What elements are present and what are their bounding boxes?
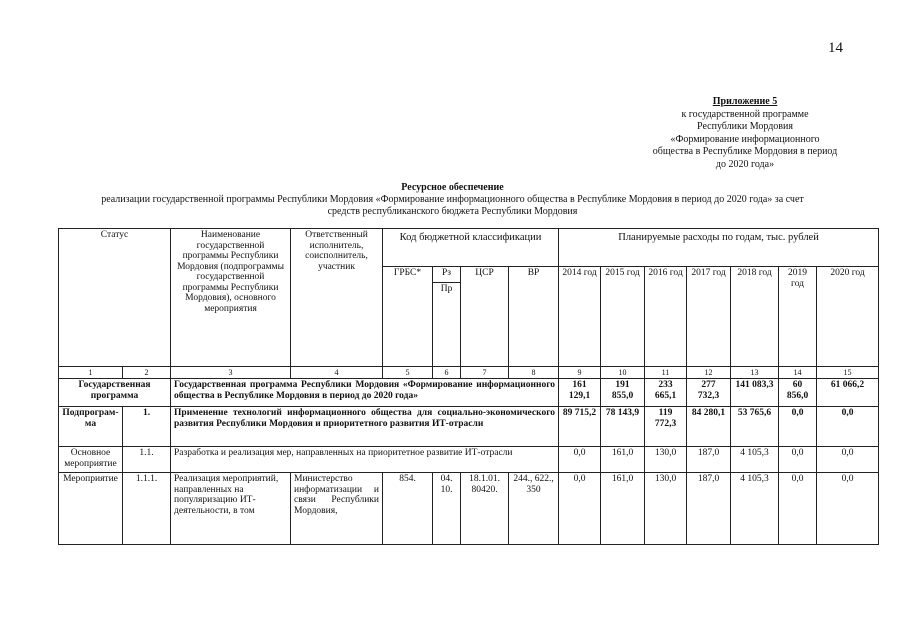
row-status: Мероприятие — [59, 473, 123, 545]
row-name: Разработка и реализация мер, направленных на приоритетное развитие ИТ-отрасли — [171, 447, 559, 473]
row-value: 0,0 — [817, 407, 879, 447]
row-grbs: 854. — [383, 473, 433, 545]
column-number: 11 — [645, 367, 687, 379]
header-year: 2020 год — [817, 267, 879, 367]
table-row — [59, 447, 879, 473]
appendix-title: Приложение 5 — [712, 96, 778, 107]
row-value: 4 105,3 — [731, 473, 779, 545]
row-name: Применение технологий информационного общества для социально-экономического развития Республики Мордовия и приоритетного развития ИТ-отрасли — [171, 407, 559, 447]
appendix-line: общества в Республике Мордовия в период — [652, 146, 838, 157]
header-year: 2016 год — [645, 267, 687, 367]
column-number: 10 — [601, 367, 645, 379]
row-code: 1.1. — [123, 447, 171, 473]
row-responsible: Министерство информатизации и связи Республики Мордовия, — [291, 473, 383, 545]
header-grbs: ГРБС* — [383, 267, 433, 367]
row-status: Государственная программа — [59, 379, 171, 407]
row-value: 0,0 — [779, 447, 817, 473]
row-value: 0,0 — [817, 447, 879, 473]
header-csr: ЦСР — [461, 267, 509, 367]
heading-subtitle: реализации государственной программы Республики Мордовия «Формирование информационного общества в Республике Мордовия в период до 2020 года» за счет — [101, 194, 804, 205]
header-vr: ВР — [509, 267, 559, 367]
header-rz: Рз — [433, 267, 461, 283]
row-value: 61 066,2 — [817, 379, 879, 407]
appendix-line: Республики Мордовия — [697, 121, 793, 132]
column-number: 8 — [509, 367, 559, 379]
row-value: 0,0 — [817, 473, 879, 545]
row-name: Государственная программа Республики Мордовия «Формирование информационного общества в Республике Мордовия в период до 2020 года» — [171, 379, 559, 407]
row-value: 141 083,3 — [731, 379, 779, 407]
row-value: 130,0 — [645, 473, 687, 545]
heading-subtitle: средств республиканского бюджета Республики Мордовия — [327, 206, 578, 217]
row-value: 0,0 — [559, 473, 601, 545]
row-value: 0,0 — [779, 407, 817, 447]
header-year: 2019 год — [779, 267, 817, 367]
row-value: 187,0 — [687, 473, 731, 545]
column-number: 6 — [433, 367, 461, 379]
appendix-line: до 2020 года» — [715, 158, 775, 170]
column-number: 9 — [559, 367, 601, 379]
header-pr: Пр — [433, 283, 461, 367]
row-rz-pr: 04. 10. — [433, 473, 461, 545]
row-value: 119 772,3 — [645, 407, 687, 447]
column-number: 12 — [687, 367, 731, 379]
table-row — [59, 407, 879, 447]
header-responsible: Ответственный исполнитель, соисполнитель, участник — [291, 229, 383, 367]
appendix-line: «Формирование информационного — [670, 133, 820, 145]
column-number: 14 — [779, 367, 817, 379]
row-value: 0,0 — [779, 473, 817, 545]
row-value: 89 715,2 — [559, 407, 601, 447]
appendix-block — [610, 96, 880, 171]
row-value: 187,0 — [687, 447, 731, 473]
row-value: 161,0 — [601, 447, 645, 473]
row-vr: 244., 622., 350 — [509, 473, 559, 545]
column-number: 4 — [291, 367, 383, 379]
row-value: 130,0 — [645, 447, 687, 473]
column-number: 1 — [59, 367, 123, 379]
row-value: 233 665,1 — [645, 379, 687, 407]
row-name: Реализация мероприятий, направленных на популяризацию ИТ-деятельности, в том — [171, 473, 291, 545]
column-number: 5 — [383, 367, 433, 379]
column-number: 2 — [123, 367, 171, 379]
resource-table — [58, 228, 879, 545]
row-value: 4 105,3 — [731, 447, 779, 473]
header-planned: Планируемые расходы по годам, тыс. рублей — [559, 229, 879, 267]
page-number: 14 — [828, 40, 843, 56]
column-number: 7 — [461, 367, 509, 379]
row-value: 60 856,0 — [779, 379, 817, 407]
header-budget-code: Код бюджетной классификации — [383, 229, 559, 267]
row-csr: 18.1.01. 80420. — [461, 473, 509, 545]
header-year: 2018 год — [731, 267, 779, 367]
column-number: 13 — [731, 367, 779, 379]
row-value: 161,0 — [601, 473, 645, 545]
row-value: 191 855,0 — [601, 379, 645, 407]
row-status: Подпрограм-ма — [59, 407, 123, 447]
row-value: 84 280,1 — [687, 407, 731, 447]
row-code: 1. — [123, 407, 171, 447]
row-status: Основное мероприятие — [59, 447, 123, 473]
row-value: 161 129,1 — [559, 379, 601, 407]
header-year: 2017 год — [687, 267, 731, 367]
table-row — [59, 473, 879, 545]
header-year: 2015 год — [601, 267, 645, 367]
row-value: 277 732,3 — [687, 379, 731, 407]
table-row — [59, 379, 879, 407]
row-code: 1.1.1. — [123, 473, 171, 545]
row-value: 0,0 — [559, 447, 601, 473]
header-name: Наименование государственной программы Республики Мордовия (подпрограммы государственной программы Республики Мордовия), основного мероприятия — [171, 229, 291, 367]
column-number: 15 — [817, 367, 879, 379]
document-heading — [40, 182, 865, 218]
header-year: 2014 год — [559, 267, 601, 367]
heading-title: Ресурсное обеспечение — [401, 182, 504, 193]
column-number: 3 — [171, 367, 291, 379]
row-value: 78 143,9 — [601, 407, 645, 447]
header-status: Статус — [59, 229, 171, 367]
row-value: 53 765,6 — [731, 407, 779, 447]
appendix-line: к государственной программе — [681, 108, 809, 120]
